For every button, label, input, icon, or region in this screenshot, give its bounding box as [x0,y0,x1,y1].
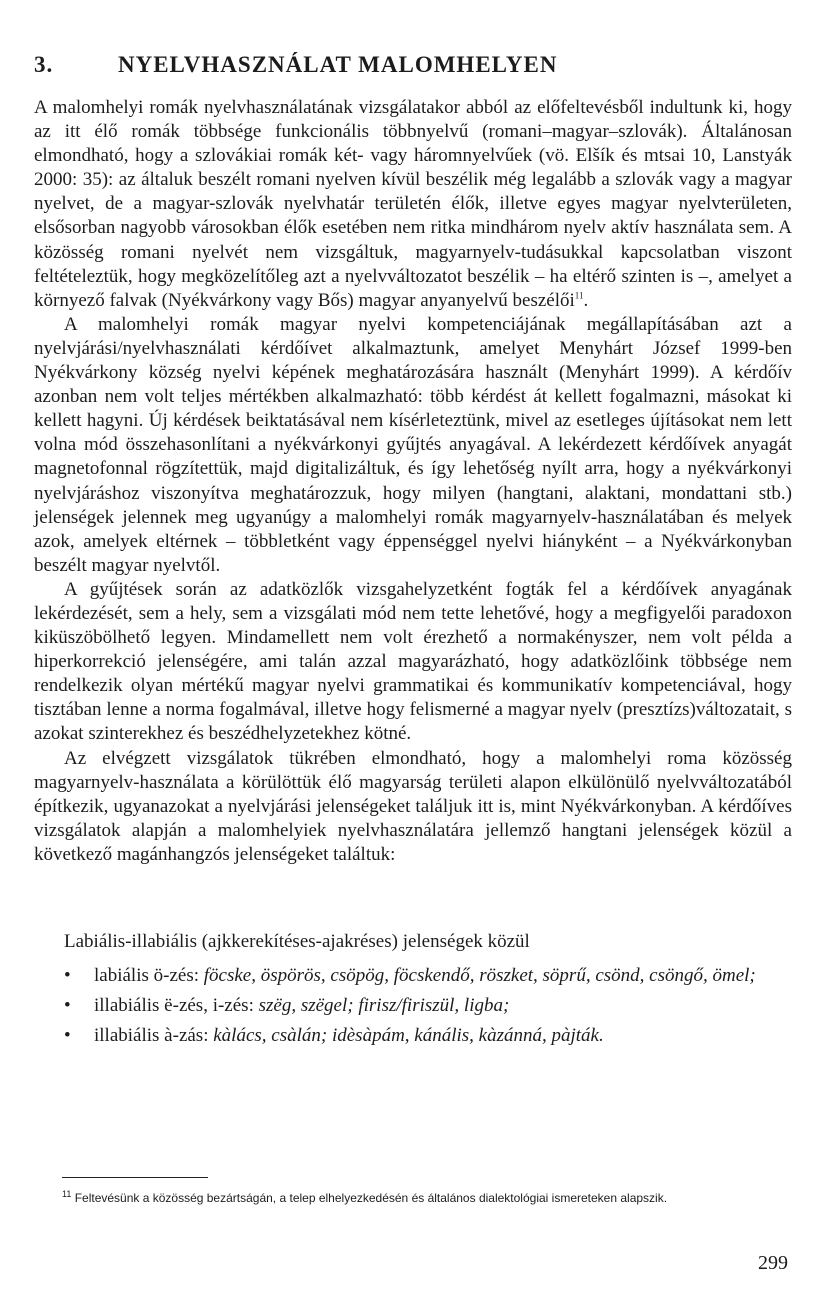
footnote [62,1190,802,1206]
bullet-icon: • [64,1025,71,1046]
section-heading [34,52,557,78]
footnote-number: 11 [62,1189,72,1199]
list-item-label: labiális ö-zés: [94,965,204,986]
paragraph-3: A gyűjtések során az adatközlők vizsgahelyzetként fogták fel a kérdőívek anyagának lekérdezését, sem a hely, sem a vizsgálati mód nem tette lehetővé, hogy a megfigyelői paradoxon kiküszöbölhető legyen. Mindamellett nem volt érezhető a normakényszer, nem volt példa a hiperkorrekció jelenségére, ami talán azzal magyarázható, hogy adatközlőink többsége nem rendelkezik olyan mértékű magyar nyelvi grammatikai és kommunikatív kompetenciával, hogy tisztában lenne a norma fogalmával, illetve hogy felismerné a magyar nyelv (presztízs)változatait, s azokat szinterekhez és beszédhelyzetekhez kötné. [34,578,792,745]
list-item-examples: föcske, öspörös, csöpög, föcskendő, röszket, söprű, csönd, csöngő, ömel; [203,965,756,986]
footnote-text: Feltevésünk a közösség bezártságán, a telep elhelyezkedésén és általános dialektológiai ismereteken alapszik. [74,1191,668,1205]
footnote-divider [62,1177,208,1178]
paragraph-1 [34,96,792,313]
list-item-label: illabiális à-zás: [94,1025,214,1046]
section-title: NYELVHASZNÁLAT MALOMHELYEN [118,52,558,77]
list-item-examples: kàlács, csàlán; idèsàpám, kánális, kàzánná, pàjták. [213,1025,604,1046]
phenomena-list [64,964,792,1054]
page-number: 299 [758,1252,788,1274]
list-item-label: illabiális ë-zés, i-zés: [94,995,259,1016]
paragraph-4: Az elvégzett vizsgálatok tükrében elmondható, hogy a malomhelyi roma közösség magyarnyelv-használata a körülöttük élő magyarság területi alapon elkülönülő nyelvváltozatából építkezik, ugyanazokat a nyelvjárási jelenségeket találjuk itt is, mint Nyékvárkonyban. A kérdőíves vizsgálatok alapján a malomhelyiek nyelvhasználatára jellemző hangtani jelenségek közül a következő magánhangzós jelenségeket találtuk: [34,747,792,865]
section-number: 3. [34,52,54,77]
body-text [34,96,792,867]
list-item-examples: szëg, szëgel; firisz/firiszül, ligba; [258,995,510,1016]
paragraph-2: A malomhelyi romák magyar nyelvi kompetenciájának megállapításában azt a nyelvjárási/nyelvhasználati kérdőívet alkalmaztunk, amelyet Menyhárt József 1999-ben Nyékvárkony község nyelvi képének meghatározására használt (Menyhárt 1999). A kérdőív azonban nem volt teljes mértékben alkalmazható: több kérdést át kellett fogalmazni, másokat ki kellett hagyni. Új kérdések beiktatásával nem kísérleteztünk, mivel az esetleges újításokat nem lett volna mód összehasonlítani a nyékvárkonyi gyűjtés anyagával. A lekérdezett kérdőívek anyagát magnetofonnal rögzítettük, majd digitalizáltuk, és így lehetőség nyílt arra, hogy a nyékvárkonyi nyelvjáráshoz viszonyítva meghatározzuk, hogy milyen (hangtani, alaktani, mondattani stb.) jelenségek jelennek meg ugyanúgy a malomhelyi romák magyarnyelv-használatában és melyek azok, amelyek eltérnek – többletként vagy éppenséggel nyelvi hiányként – a Nyékvárkonyban beszélt magyar nyelvtől. [34,313,792,576]
bullet-icon: • [64,995,71,1016]
list-item [64,994,792,1018]
footnote-reference[interactable]: 11 [574,290,584,301]
paragraph-tail: . [583,289,589,311]
list-item [64,964,792,988]
list-title: Labiális-illabiális (ajkkerekítéses-ajakréses) jelenségek közül [64,931,530,952]
paragraph-text: A malomhelyi romák nyelvhasználatának vizsgálatakor abból az előfeltevésből indultunk ki, hogy az itt élő romák többsége funkcionális többnyelvű (romani–magyar–szlovák). Általánosan elmondható, hogy a szlovákiai romák két- vagy háromnyelvűek (vö. Elšík és mtsai 10, Lanstyák 2000: 35): az általuk beszélt romani nyelven kívül beszélik még legalább a szlovák vagy a magyar nyelvet, de a magyar-szlovák nyelvhatár területén élők, illetve egyes magyar nyelvterületen, elsősorban nagyobb városokban élők esetében nem ritka mindhárom nyelv aktív használata sem. A közösség romani nyelvét nem vizsgáltuk, magyarnyelv-tudásukkal kapcsolatban viszont feltételeztük, hogy megközelítőleg azt a nyelvváltozatot beszélik – ha eltérő szinten is –, amelyet a környező falvak (Nyékvárkony vagy Bős) magyar anyanyelvű beszélői [34,97,792,311]
list-item [64,1024,792,1048]
bullet-icon: • [64,965,71,986]
